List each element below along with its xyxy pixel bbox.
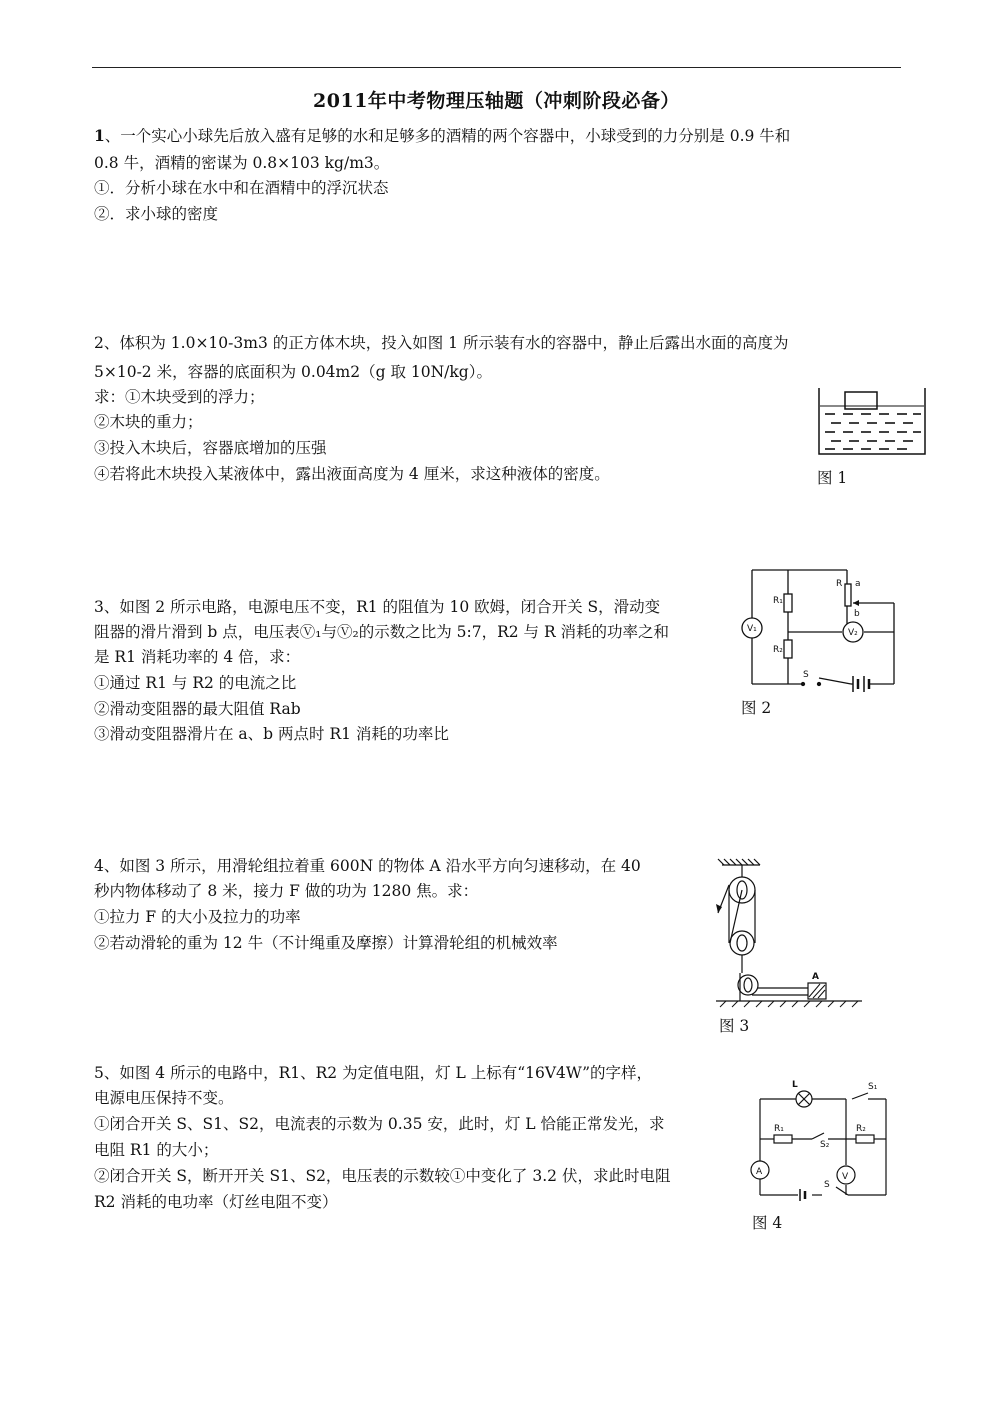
q4-line-3: ①拉力 F 的大小及拉力的功率 — [94, 908, 301, 926]
q1-line-4: ②．求小球的密度 — [94, 205, 219, 223]
q5-line-6: R2 消耗的电功率（灯丝电阻不变） — [94, 1193, 338, 1211]
r1-label: R₁ — [773, 596, 783, 606]
q3-line-4: ①通过 R1 与 R2 的电流之比 — [94, 674, 297, 692]
q3-line-3: 是 R1 消耗功率的 4 倍，求： — [94, 648, 301, 666]
s-label: S — [824, 1180, 830, 1190]
s2-label: S₂ — [820, 1140, 830, 1150]
q2-line-2: 5×10-2 米，容器的底面积为 0.04m2（g 取 10N/kg）。 — [94, 363, 492, 381]
r1-label: R₁ — [774, 1124, 784, 1134]
figure-2-caption: 图 2 — [741, 699, 772, 717]
q3-line-1: 3、如图 2 所示电路，电源电压不变，R1 的阻值为 10 欧姆，闭合开关 S，滑动变 — [94, 598, 661, 616]
q2-line-4: ②木块的重力； — [94, 413, 203, 431]
q2-line-3: 求：①木块受到的浮力； — [94, 388, 265, 406]
figure-1-container — [815, 384, 930, 459]
q1-line-2: 0.8 牛，酒精的密谋为 0.8×103 kg/m3。 — [94, 154, 390, 172]
q5-line-3: ①闭合开关 S、S1、S2，电流表的示数为 0.35 安，此时，灯 L 恰能正常发光，求 — [94, 1115, 665, 1133]
q4-line-1: 4、如图 3 所示，用滑轮组拉着重 600N 的物体 A 沿水平方向匀速移动，在 40 — [94, 857, 641, 875]
q2-line-1: 2、体积为 1.0×10-3m3 的正方体木块，投入如图 1 所示装有水的容器中，静止后露出水面的高度为 — [94, 334, 789, 352]
top-rule — [92, 67, 901, 68]
q1-number: 1 — [94, 126, 105, 145]
rheostat — [845, 584, 851, 606]
page-title: 2011年中考物理压轴题（冲刺阶段必备） — [313, 90, 680, 112]
object-a-label: A — [812, 972, 819, 982]
a-label: a — [855, 579, 861, 589]
figure-1-caption: 图 1 — [817, 469, 848, 487]
water-hatch — [825, 414, 921, 449]
r2-resistor — [784, 640, 792, 658]
v1-label: V₁ — [747, 624, 757, 634]
figure-2-circuit — [737, 566, 902, 696]
r1-resistor — [784, 594, 792, 612]
q5-line-1: 5、如图 4 所示的电路中，R1、R2 为定值电阻，灯 L 上标有“16V4W”的字样， — [94, 1064, 653, 1082]
slider-arrow — [853, 600, 859, 606]
figure-3-pulley — [712, 855, 867, 1010]
r2-label: R₂ — [773, 645, 783, 655]
s1-label: S₁ — [868, 1082, 878, 1092]
r-label: R — [836, 579, 843, 589]
q5-line-4: 电阻 R1 的大小； — [94, 1141, 219, 1159]
q3-line-5: ②滑动变阻器的最大阻值 Rab — [94, 700, 301, 718]
figure-4-circuit — [748, 1075, 893, 1210]
q4-line-4: ②若动滑轮的重为 12 牛（不计绳重及摩擦）计算滑轮组的机械效率 — [94, 934, 558, 952]
q1-line-1 — [94, 125, 790, 147]
q1-line-3: ①．分析小球在水中和在酒精中的浮沉状态 — [94, 179, 389, 197]
q3-line-6: ③滑动变阻器滑片在 a、b 两点时 R1 消耗的功率比 — [94, 725, 449, 743]
q2-line-5: ③投入木块后，容器底增加的压强 — [94, 439, 327, 457]
figure-3-caption: 图 3 — [719, 1017, 750, 1035]
ammeter-label: A — [756, 1167, 763, 1177]
figure-4-caption: 图 4 — [752, 1214, 783, 1232]
b-label: b — [854, 609, 860, 619]
lamp-label: L — [792, 1080, 798, 1090]
s-label: S — [803, 670, 809, 680]
q3-line-2: 阻器的滑片滑到 b 点，电压表Ⓥ₁与Ⓥ₂的示数之比为 5:7，R2 与 R 消耗的功率之和 — [94, 623, 670, 641]
q1-text-1: 、一个实心小球先后放入盛有足够的水和足够多的酒精的两个容器中，小球受到的力分别是 0.9 牛和 — [104, 127, 791, 145]
object-a — [808, 983, 826, 999]
q2-line-6: ④若将此木块投入某液体中，露出液面高度为 4 厘米，求这种液体的密度。 — [94, 465, 610, 483]
r1-resistor — [774, 1135, 792, 1143]
voltmeter-label: V — [842, 1172, 849, 1182]
v2-label: V₂ — [848, 628, 858, 638]
q5-line-2: 电源电压保持不变。 — [94, 1089, 234, 1107]
r2-label: R₂ — [856, 1124, 866, 1134]
q4-line-2: 秒内物体移动了 8 米，接力 F 做的功为 1280 焦。求： — [94, 882, 479, 900]
q5-line-5: ②闭合开关 S，断开开关 S1、S2，电压表的示数较①中变化了 3.2 伏，求此时电阻 — [94, 1167, 671, 1185]
r2-resistor — [856, 1135, 874, 1143]
